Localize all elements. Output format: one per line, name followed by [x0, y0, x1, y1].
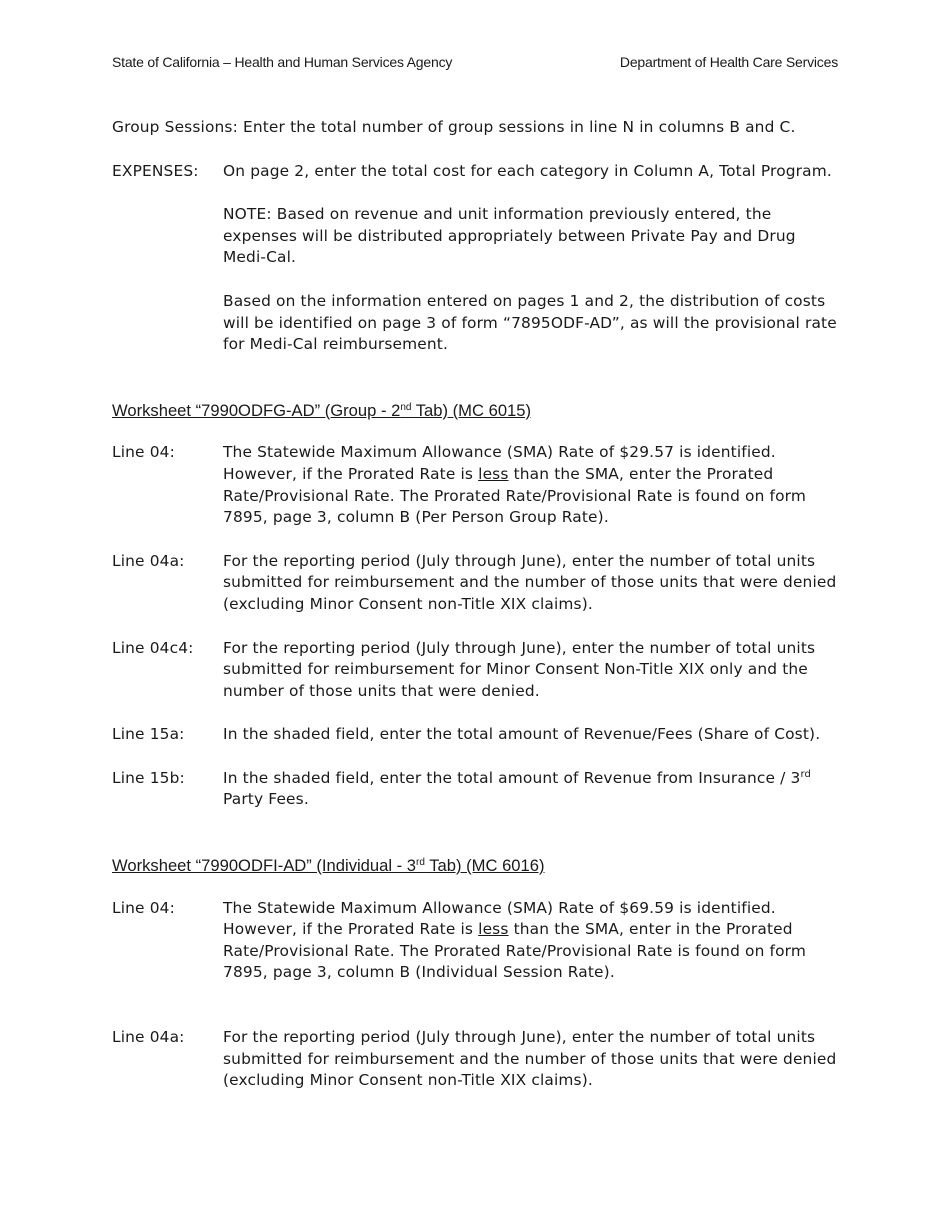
- expenses-block: [112, 161, 840, 356]
- line-text: In the shaded field, enter the total amount of Revenue from Insurance / 3rd Party Fees.: [223, 768, 812, 809]
- line-label: Line 15b:: [112, 768, 185, 787]
- expenses-paragraph-1: On page 2, enter the total cost for each category in Column A, Total Program.: [223, 161, 832, 180]
- line-label: Line 04a:: [112, 551, 185, 570]
- header-agency: State of California – Health and Human Services Agency: [112, 54, 453, 70]
- group-line-04c4: [112, 638, 840, 703]
- line-text: The Statewide Maximum Allowance (SMA) Rate of $29.57 is identified. However, if the Prorated Rate is less than the SMA, enter the Prorated Rate/Provisional Rate. The Prorated Rate/Provisional Rate is found on form 7895, page 3, column B (Per Person Group Rate).: [223, 443, 807, 527]
- line-text: The Statewide Maximum Allowance (SMA) Rate of $69.59 is identified. However, if the Prorated Rate is less than the SMA, enter in the Prorated Rate/Provisional Rate. The Prorated Rate/Provisional Rate is found on form 7895, page 3, column B (Individual Session Rate).: [223, 898, 807, 982]
- expenses-label: EXPENSES:: [112, 161, 199, 180]
- document-body: [112, 117, 840, 1092]
- individual-line-04: [112, 898, 840, 984]
- line-label: Line 04:: [112, 443, 175, 462]
- line-text: For the reporting period (July through June), enter the number of total units submitted for reimbursement and the number of those units that were denied (excluding Minor Consent non-Title XIX claims).: [223, 1028, 837, 1090]
- group-line-04: [112, 442, 840, 528]
- line-label: Line 04:: [112, 898, 175, 917]
- line-label: Line 15a:: [112, 725, 185, 744]
- line-label: Line 04a:: [112, 1028, 185, 1047]
- section-title-individual: Worksheet “7990ODFI-AD” (Individual - 3rd Tab) (MC 6016): [112, 856, 545, 876]
- group-line-04a: [112, 551, 840, 616]
- expenses-paragraph-3: Based on the information entered on pages 1 and 2, the distribution of costs will be identified on page 3 of form “7895ODF-AD”, as will the provisional rate for Medi-Cal reimbursement.: [223, 291, 837, 354]
- page-header: [112, 54, 838, 70]
- line-text: For the reporting period (July through June), enter the number of total units submitted for reimbursement for Minor Consent Non-Title XIX only and the number of those units that were denied.: [223, 638, 816, 700]
- group-line-15a: [112, 724, 840, 746]
- group-sessions-instruction: Group Sessions: Enter the total number of group sessions in line N in columns B and C.: [112, 118, 796, 136]
- line-label: Line 04c4:: [112, 638, 194, 657]
- line-text: In the shaded field, enter the total amount of Revenue/Fees (Share of Cost).: [223, 725, 821, 744]
- section-title-group: Worksheet “7990ODFG-AD” (Group - 2nd Tab) (MC 6015): [112, 400, 532, 420]
- group-line-15b: [112, 768, 840, 811]
- line-text: For the reporting period (July through June), enter the number of total units submitted for reimbursement and the number of those units that were denied (excluding Minor Consent non-Title XIX claims).: [223, 551, 837, 613]
- header-department: Department of Health Care Services: [619, 54, 838, 70]
- individual-line-04a: [112, 1027, 840, 1092]
- expenses-note: NOTE: Based on revenue and unit information previously entered, the expenses will be distributed appropriately between Private Pay and Drug Medi-Cal.: [223, 205, 796, 267]
